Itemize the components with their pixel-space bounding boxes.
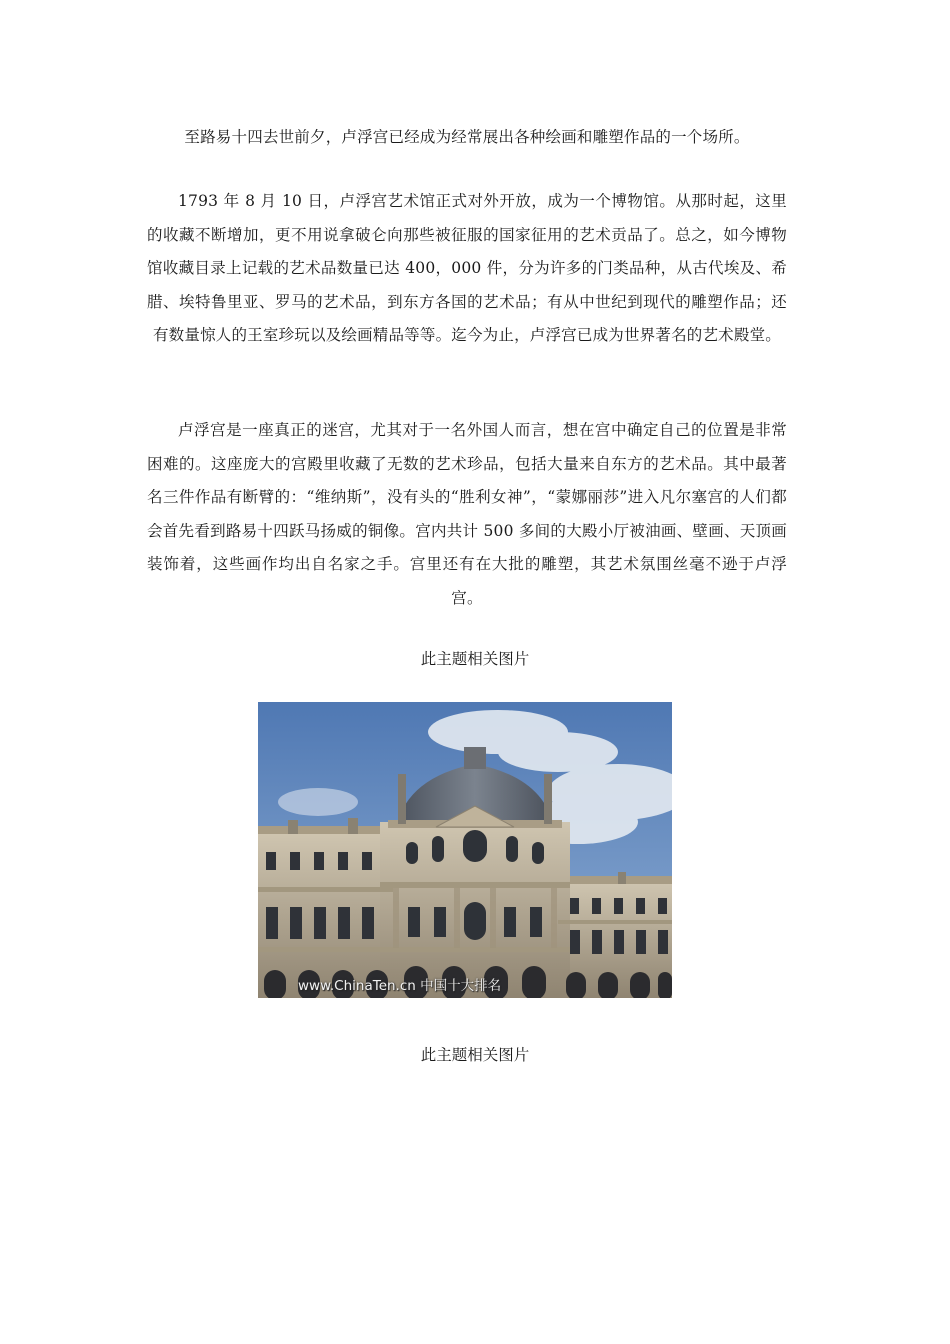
paragraph-1: 至路易十四去世前夕，卢浮宫已经成为经常展出各种绘画和雕塑作品的一个场所。 — [184, 128, 750, 146]
louvre-illustration — [258, 702, 672, 998]
image-caption-top: 此主题相关图片 — [420, 650, 530, 668]
louvre-photo — [258, 702, 672, 998]
photo-watermark: www.ChinaTen.cn 中国十大排名 — [298, 978, 502, 994]
paragraph-2: 1793 年 8 月 10 日，卢浮宫艺术馆正式对外开放，成为一个博物馆。从那时起，这里的收藏不断增加，更不用说拿破仑向那些被征服的国家征用的艺术贡品了。总之，如今博物馆收藏目录上记载的艺术品数量已达 400，000 件，分为许多的门类品种，从古代埃及、希腊、埃特鲁里亚、罗马的艺术品，到东方各国的艺术品；有从中世纪到现代的雕塑作品；还有数量惊人的王室珍玩以及绘画精品等等。迄今为止，卢浮宫已成为世界著名的艺术殿堂。 — [147, 192, 787, 344]
paragraph-3: 卢浮宫是一座真正的迷宫，尤其对于一名外国人而言，想在宫中确定自己的位置是非常困难的。这座庞大的宫殿里收藏了无数的艺术珍品，包括大量来自东方的艺术品。其中最著名三件作品有断臂的：“维纳斯”，没有头的“胜利女神”，“蒙娜丽莎”进入凡尔塞宫的人们都会首先看到路易十四跃马扬威的铜像。宫内共计 500 多间的大殿小厅被油画、壁画、天顶画装饰着，这些画作均出自名家之手。宫里还有在大批的雕塑，其艺术氛围丝毫不逊于卢浮宫。 — [147, 421, 787, 607]
image-caption-bottom: 此主题相关图片 — [420, 1046, 530, 1064]
